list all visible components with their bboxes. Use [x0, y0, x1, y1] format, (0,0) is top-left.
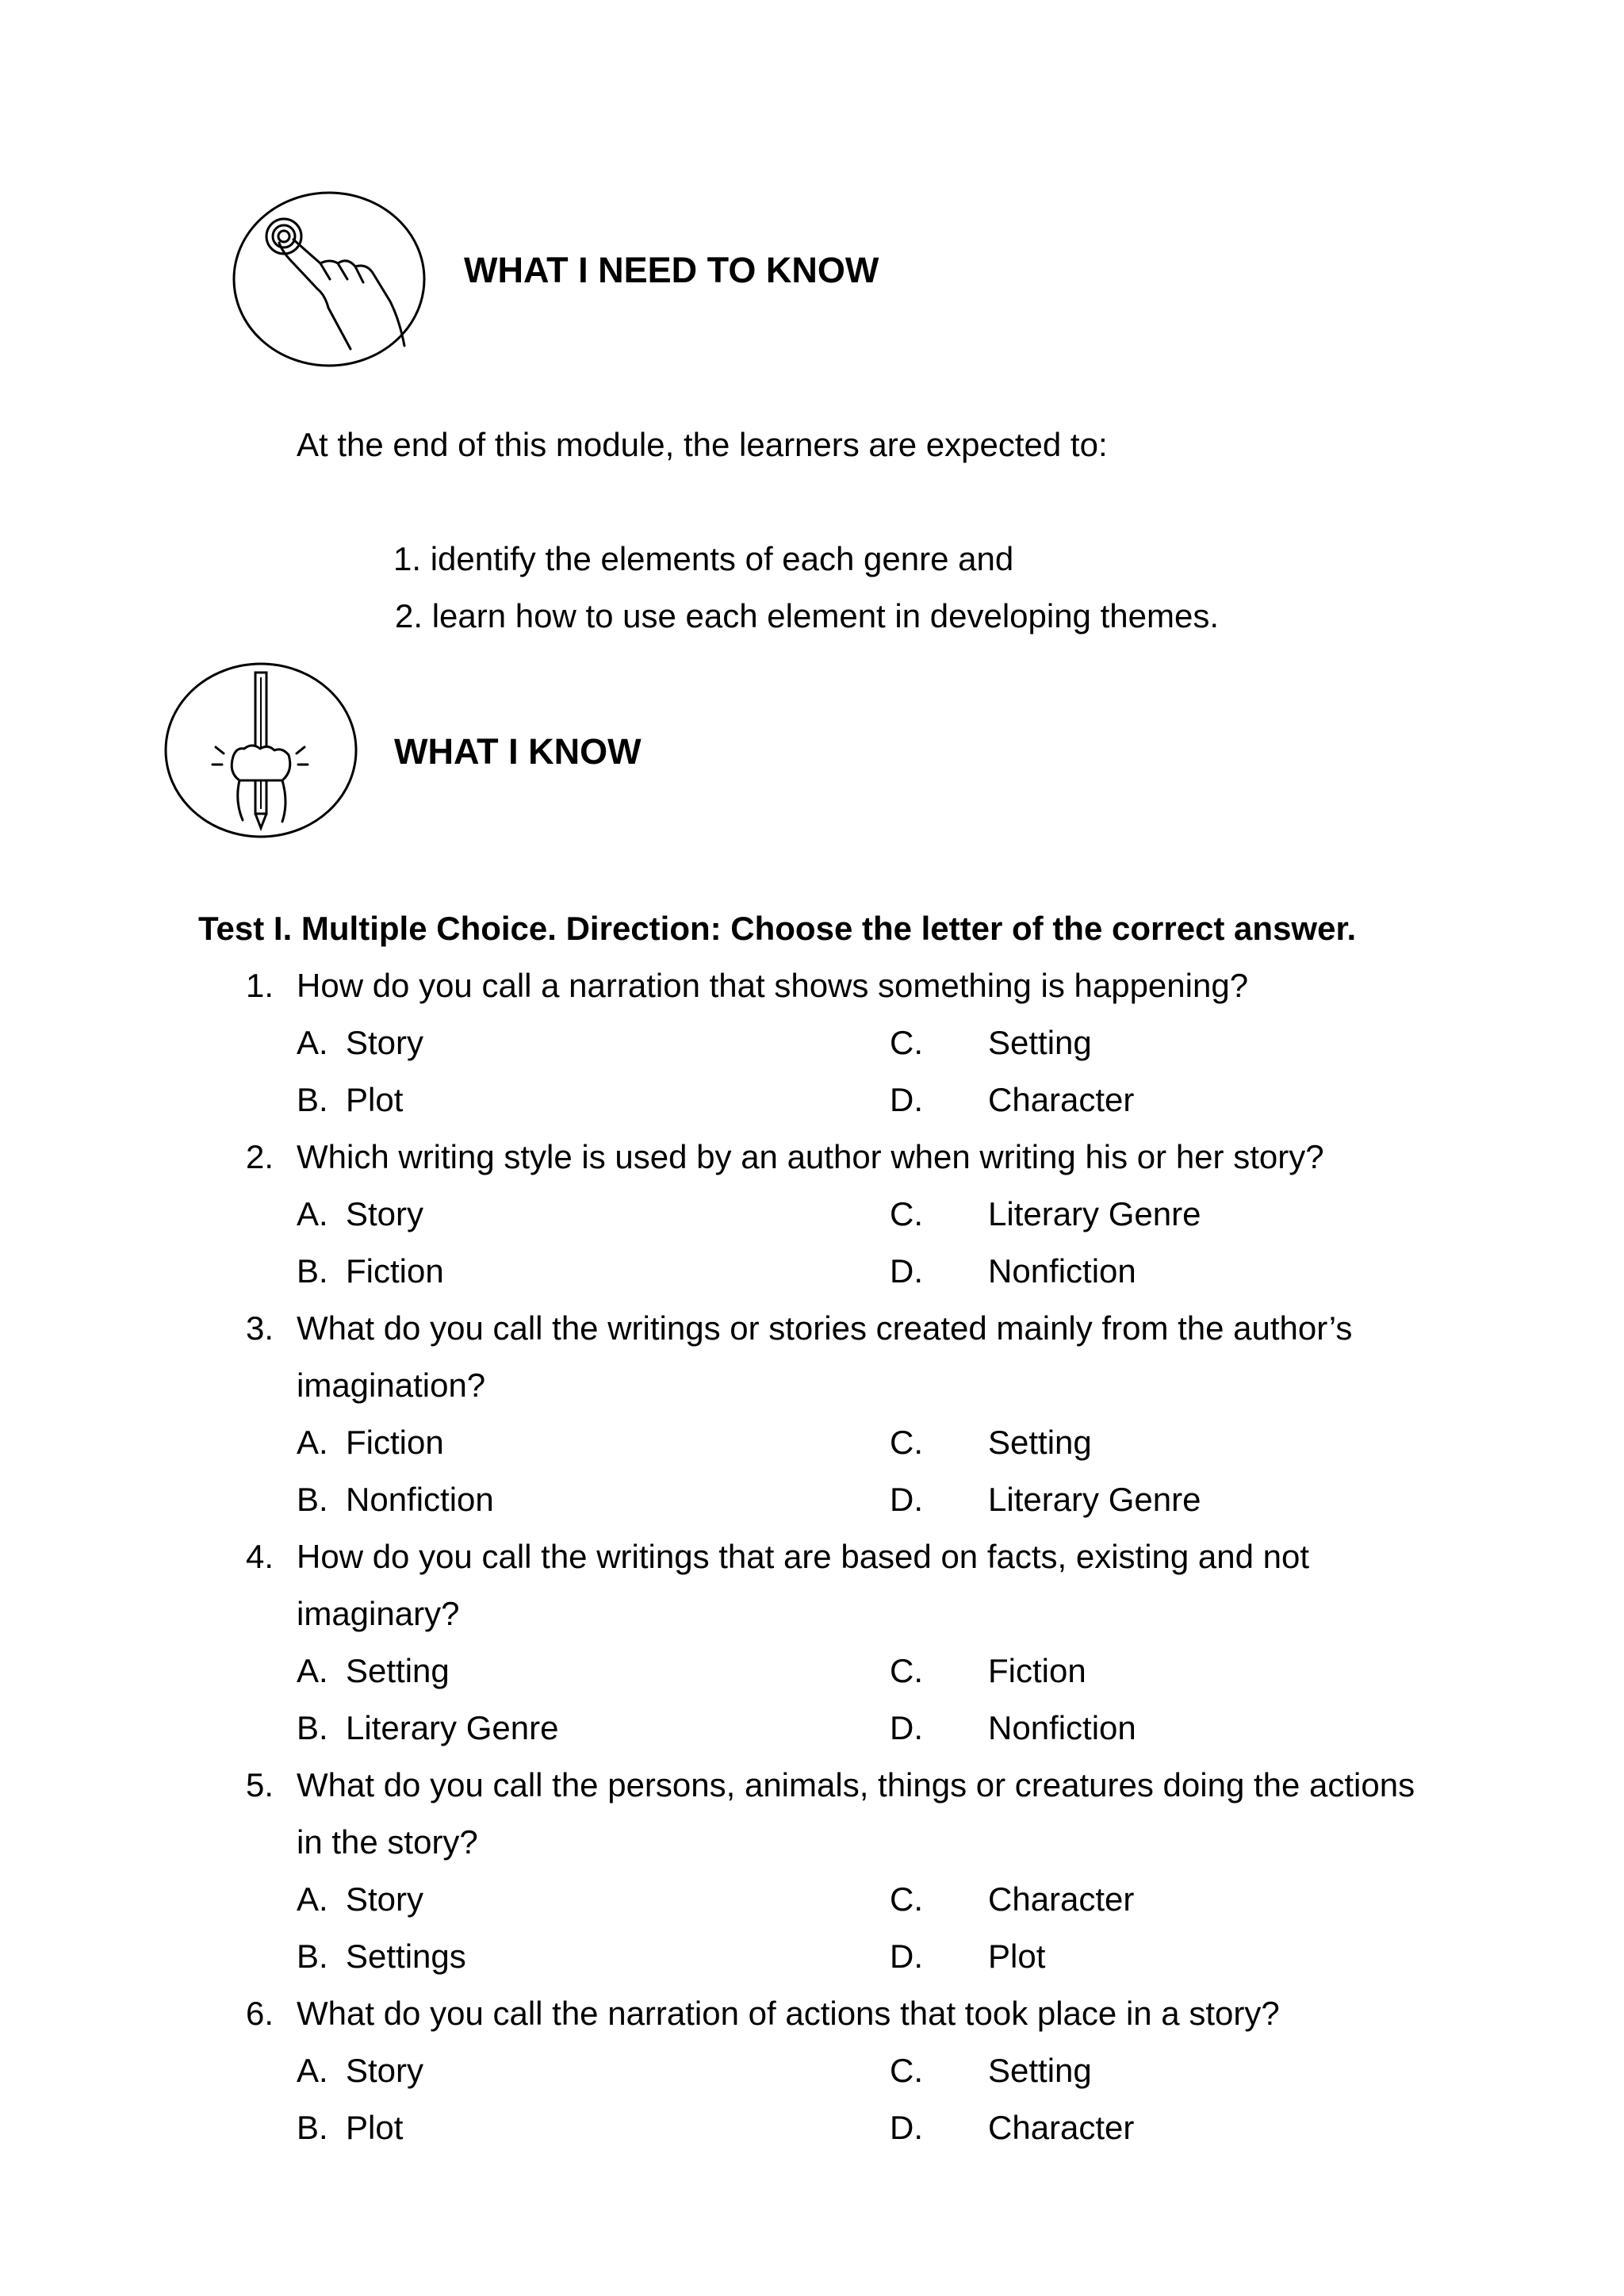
hand-holding-pencil-icon	[163, 661, 358, 839]
option-letter: A.	[297, 2052, 328, 2089]
question-text-continued: imagination?	[297, 1366, 486, 1404]
option-letter: B.	[297, 1709, 328, 1746]
option-letter: A.	[297, 1652, 328, 1689]
option-text: Character	[988, 1081, 1135, 1118]
option-letter: D.	[890, 1709, 923, 1746]
option-letter: B.	[297, 1081, 328, 1118]
option-letter: D.	[890, 1481, 923, 1518]
option-text: Settings	[346, 1938, 466, 1975]
test-title: Test I. Multiple Choice. Direction: Choose the letter of the correct answer.	[198, 910, 1357, 947]
option-text: Setting	[988, 2052, 1092, 2089]
option-text: Story	[346, 1024, 424, 1061]
option-text: Story	[346, 1880, 424, 1918]
objective-item: 1. identify the elements of each genre and	[393, 540, 1014, 577]
option-letter: B.	[297, 1481, 328, 1518]
option-letter: D.	[890, 1252, 923, 1290]
section-heading-what-i-know: WHAT I KNOW	[394, 731, 642, 772]
option-letter: C.	[890, 1024, 923, 1061]
option-letter: C.	[890, 1652, 923, 1689]
option-text: Fiction	[988, 1652, 1086, 1689]
question-number: 6.	[246, 1995, 274, 2032]
option-text: Character	[988, 2109, 1135, 2146]
option-letter: C.	[890, 1195, 923, 1232]
option-text: Story	[346, 1195, 424, 1232]
option-text: Character	[988, 1880, 1135, 1918]
option-text: Setting	[346, 1652, 450, 1689]
option-letter: A.	[297, 1424, 328, 1461]
question-number: 3.	[246, 1309, 274, 1347]
finger-tap-icon	[232, 190, 427, 368]
option-letter: A.	[297, 1880, 328, 1918]
option-text: Nonfiction	[988, 1709, 1136, 1746]
option-text: Literary Genre	[346, 1709, 559, 1746]
question-text: What do you call the persons, animals, things or creatures doing the actions	[297, 1766, 1415, 1803]
section-heading-what-i-need-to-know: WHAT I NEED TO KNOW	[464, 250, 879, 290]
option-letter: C.	[890, 1880, 923, 1918]
option-text: Setting	[988, 1424, 1092, 1461]
question-number: 4.	[246, 1538, 274, 1575]
option-text: Nonfiction	[346, 1481, 494, 1518]
option-text: Fiction	[346, 1424, 444, 1461]
question-text-continued: imaginary?	[297, 1595, 460, 1632]
objective-item: 2. learn how to use each element in developing themes.	[395, 597, 1219, 634]
option-letter: D.	[890, 2109, 923, 2146]
option-text: Plot	[346, 1081, 404, 1118]
question-number: 2.	[246, 1138, 274, 1175]
question-text: Which writing style is used by an author when writing his or her story?	[297, 1138, 1324, 1175]
option-letter: B.	[297, 2109, 328, 2146]
option-letter: D.	[890, 1081, 923, 1118]
option-letter: D.	[890, 1938, 923, 1975]
question-number: 1.	[246, 967, 274, 1004]
option-letter: C.	[890, 1424, 923, 1461]
question-text-continued: in the story?	[297, 1823, 478, 1861]
option-text: Plot	[988, 1938, 1046, 1975]
intro-text: At the end of this module, the learners are expected to:	[297, 426, 1108, 463]
option-letter: A.	[297, 1024, 328, 1061]
option-text: Literary Genre	[988, 1195, 1201, 1232]
question-text: What do you call the writings or stories created mainly from the author’s	[297, 1309, 1353, 1347]
option-letter: B.	[297, 1252, 328, 1290]
option-letter: B.	[297, 1938, 328, 1975]
option-text: Nonfiction	[988, 1252, 1136, 1290]
option-text: Story	[346, 2052, 424, 2089]
question-text: What do you call the narration of actions that took place in a story?	[297, 1995, 1280, 2032]
option-letter: C.	[890, 2052, 923, 2089]
question-text: How do you call the writings that are based on facts, existing and not	[297, 1538, 1310, 1575]
option-text: Plot	[346, 2109, 404, 2146]
question-number: 5.	[246, 1766, 274, 1803]
option-text: Fiction	[346, 1252, 444, 1290]
option-letter: A.	[297, 1195, 328, 1232]
option-text: Literary Genre	[988, 1481, 1201, 1518]
option-text: Setting	[988, 1024, 1092, 1061]
question-text: How do you call a narration that shows something is happening?	[297, 967, 1249, 1004]
